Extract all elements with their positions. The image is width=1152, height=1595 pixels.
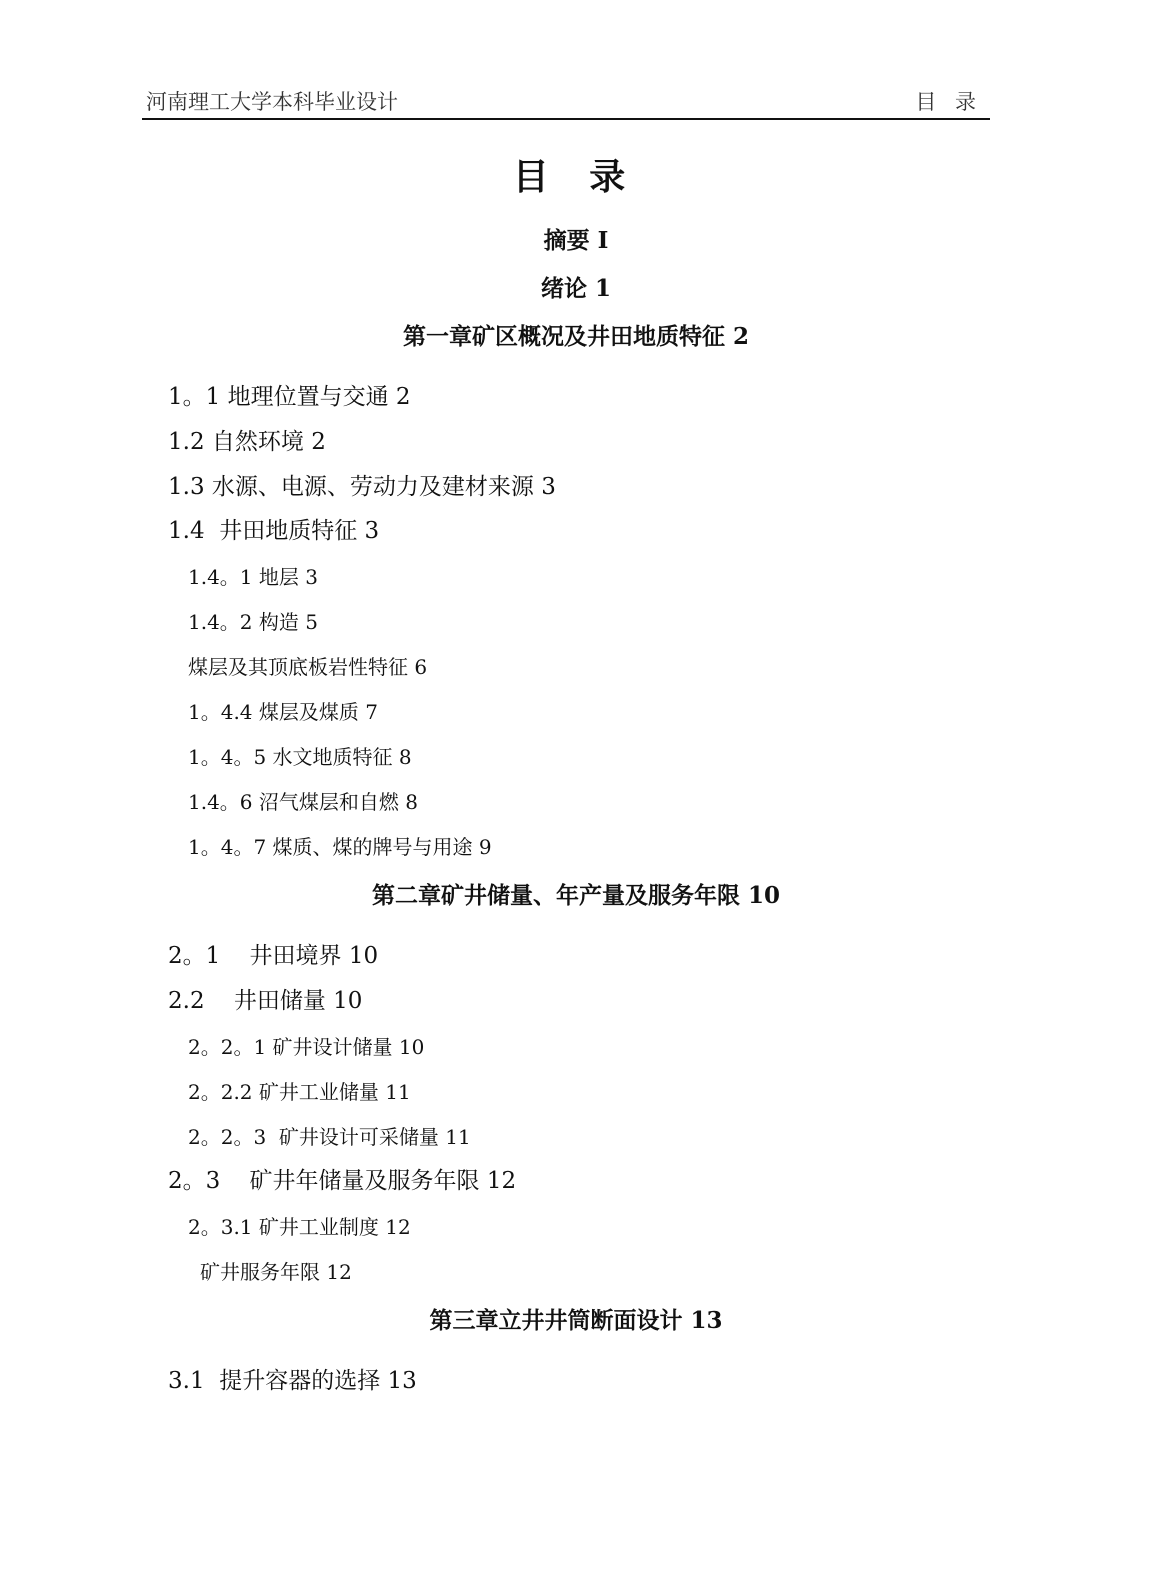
toc-entry-2-2-1[interactable]: 2。2。1 矿井设计储量 10 [188, 1035, 425, 1059]
toc-entry-1-4-4[interactable]: 1。4.4 煤层及煤质 7 [188, 700, 378, 724]
toc-entry-2-1[interactable]: 2。1 井田境界 10 [168, 943, 379, 969]
toc-entry-1-1[interactable]: 1。1 地理位置与交通 2 [168, 384, 411, 410]
page-title: 目 录 [512, 157, 640, 198]
toc-entry-chapter-1[interactable]: 第一章矿区概况及井田地质特征 2 [402, 323, 749, 350]
toc-entry-introduction[interactable]: 绪论 1 [540, 275, 611, 302]
toc-entry-2-3[interactable]: 2。3 矿井年储量及服务年限 12 [168, 1168, 517, 1194]
toc-entry-1-4-3[interactable]: 煤层及其顶底板岩性特征 6 [188, 655, 428, 679]
toc-entry-chapter-3[interactable]: 第三章立井井筒断面设计 13 [429, 1307, 723, 1334]
toc-entry-2-2[interactable]: 2.2 井田储量 10 [168, 988, 363, 1014]
toc-entry-2-3-1[interactable]: 2。3.1 矿井工业制度 12 [188, 1215, 411, 1239]
toc-entry-2-2-2[interactable]: 2。2.2 矿井工业储量 11 [188, 1080, 411, 1104]
toc-entry-3-1[interactable]: 3.1 提升容器的选择 13 [168, 1368, 417, 1394]
toc-entry-1-4-1[interactable]: 1.4。1 地层 3 [188, 565, 318, 589]
toc-entry-1-3[interactable]: 1.3 水源、电源、劳动力及建材来源 3 [168, 474, 556, 500]
toc-entry-2-2-3[interactable]: 2。2。3 矿井设计可采储量 11 [188, 1125, 471, 1149]
toc-entry-1-4-5[interactable]: 1。4。5 水文地质特征 8 [188, 745, 412, 769]
page-header [142, 86, 990, 120]
toc-entry-1-2[interactable]: 1.2 自然环境 2 [168, 429, 326, 455]
toc-entry-chapter-2[interactable]: 第二章矿井储量、年产量及服务年限 10 [371, 882, 780, 909]
toc-entry-1-4-2[interactable]: 1.4。2 构造 5 [188, 610, 318, 634]
header-document-title: 河南理工大学本科毕业设计 [146, 90, 398, 114]
header-section-title: 目 录 [915, 90, 982, 114]
toc-entry-2-3-2[interactable]: 矿井服务年限 12 [200, 1260, 352, 1284]
toc-entry-1-4-6[interactable]: 1.4。6 沼气煤层和自燃 8 [188, 790, 418, 814]
toc-entry-abstract[interactable]: 摘要 I [543, 227, 609, 254]
toc-entry-1-4-7[interactable]: 1。4。7 煤质、煤的牌号与用途 9 [188, 835, 492, 859]
toc-entry-1-4[interactable]: 1.4 井田地质特征 3 [168, 518, 380, 544]
